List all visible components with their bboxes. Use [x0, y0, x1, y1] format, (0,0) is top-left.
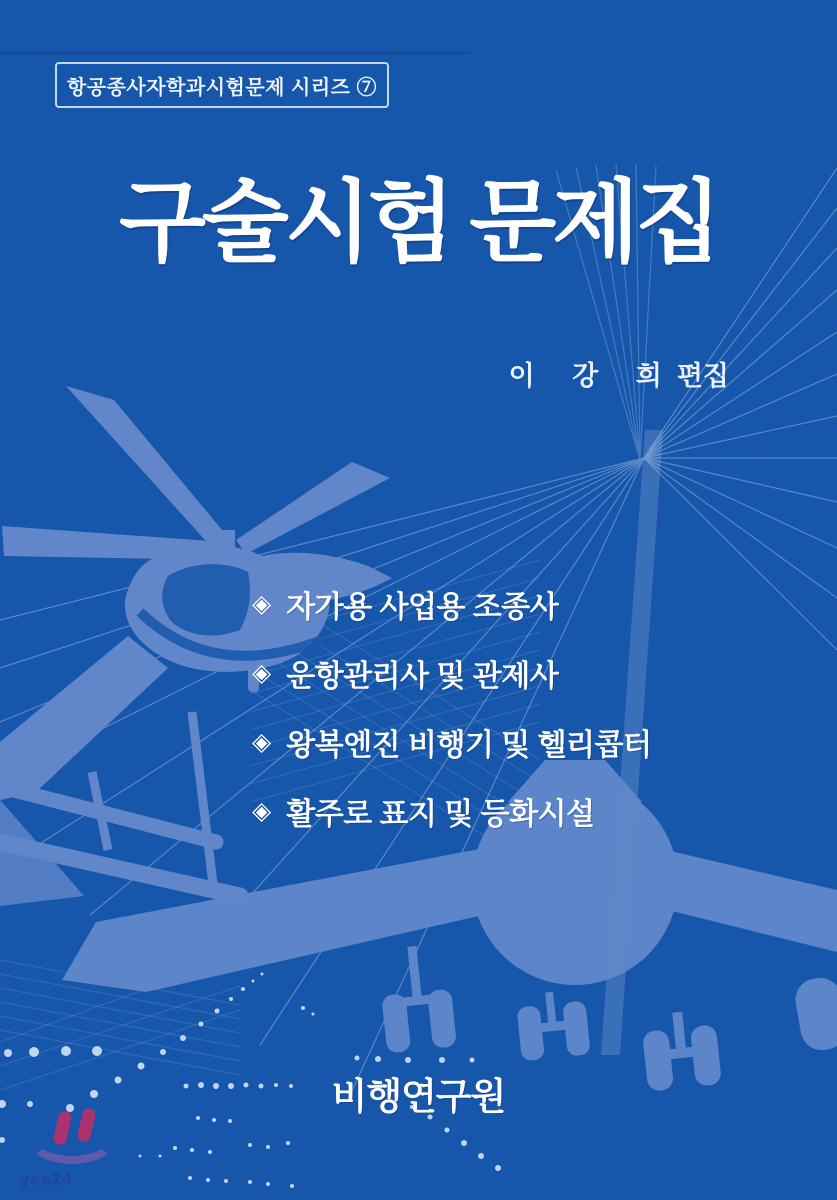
- yes24-watermark-text: yes24: [20, 1170, 73, 1189]
- topic-label: 운항관리사 및 관제사: [286, 660, 559, 693]
- diamond-bullet-icon: ◈: [252, 589, 272, 618]
- publisher-name: 비행연구원: [331, 1076, 506, 1117]
- topic-item: [252, 655, 652, 691]
- watermark-smile-icon: [27, 1112, 117, 1164]
- topic-list: [252, 586, 652, 862]
- editor-name: 이 강 희: [508, 361, 662, 391]
- topic-item: [252, 586, 652, 622]
- series-badge: [55, 62, 389, 108]
- topic-item: [252, 724, 652, 760]
- editor-role: 편집: [676, 361, 729, 391]
- topic-label: 활주로 표지 및 등화시설: [286, 798, 595, 831]
- diamond-bullet-icon: ◈: [252, 727, 272, 756]
- editor-line: [509, 354, 729, 393]
- topic-label: 자가용 사업용 조종사: [286, 591, 559, 624]
- topic-label: 왕복엔진 비행기 및 헬리콥터: [286, 729, 652, 762]
- topic-item: [252, 793, 652, 829]
- diamond-bullet-icon: ◈: [252, 658, 272, 687]
- series-label: 항공종사자학과시험문제 시리즈 ⑦: [66, 76, 378, 99]
- diamond-bullet-icon: ◈: [252, 796, 272, 825]
- book-title: 구술시험 문제집: [118, 174, 719, 273]
- scan-artifact-line: [0, 52, 470, 54]
